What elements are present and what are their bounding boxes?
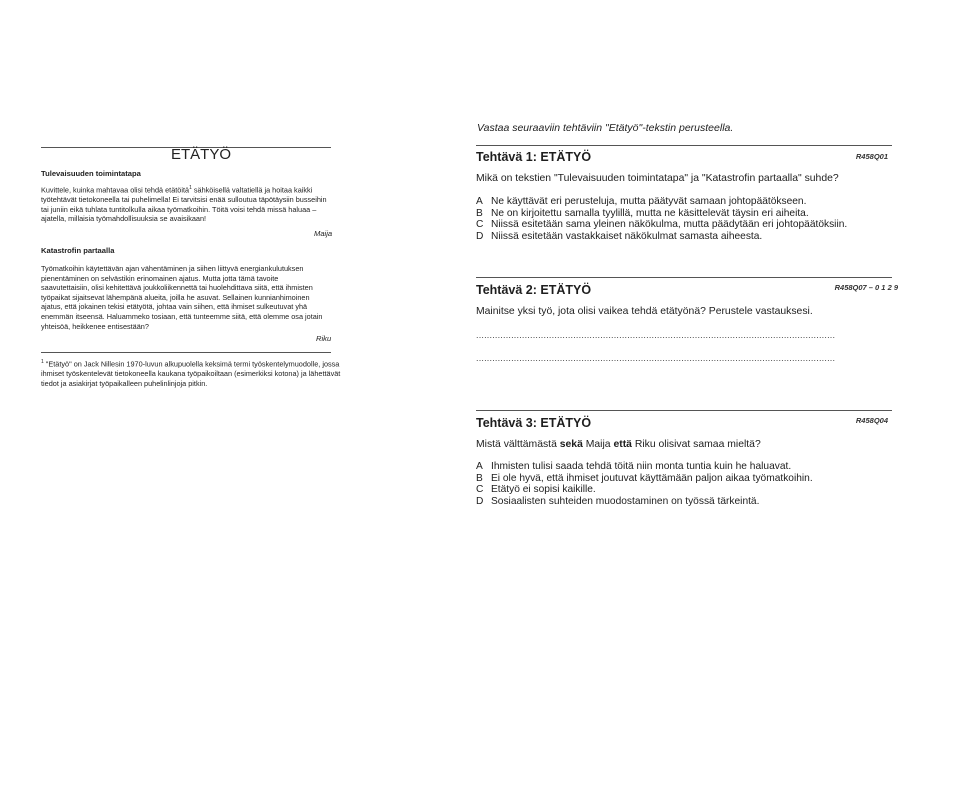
- q1-code: R458Q01: [855, 152, 888, 161]
- q3-option-a[interactable]: A Ihmisten tulisi saada tehdä töitä niin monta tuntia kuin he haluavat.: [476, 461, 792, 472]
- section1-line-4: ajatella, millaisia työmahdollisuuksia se avaisikaan!: [41, 214, 207, 224]
- section2-line-4: työpaikat sijaitsevat lähempänä alueita, joilla he asuvat. Sellainen kunnianhimoinen: [41, 292, 310, 302]
- instruction: Vastaa seuraaviin tehtäviin "Etätyö"-tekstin perusteella.: [477, 122, 734, 134]
- section2-line-6: enemmän itseensä. Haluammeko tosiaan, että tunteemme siitä, että olemme osa jotain: [41, 311, 323, 321]
- footnote-line-3: tiedot ja asiakirjat työpaikalleen puhelinlinjoja pitkin.: [41, 378, 208, 388]
- q2-top-rule: [476, 277, 892, 278]
- section2-line-1: Työmatkoihin käytettävän ajan vähentäminen ja siihen liittyvä energiankulutuksen: [41, 264, 304, 273]
- q3-title: Tehtävä 3: ETÄTYÖ: [476, 416, 592, 430]
- section2-heading: Katastrofin partaalla: [41, 246, 115, 255]
- q3-question: Mistä välttämästä sekä Maija että Riku olisivat samaa mieltä?: [476, 439, 761, 450]
- q3-option-b[interactable]: B Ei ole hyvä, että ihmiset joutuvat käyttämään paljon aikaa työmatkoihin.: [476, 472, 813, 484]
- q2-code: R458Q07 – 0 1 2 9: [834, 283, 898, 292]
- section2-line-7: yhteisöä, heikkenee entisestään?: [41, 321, 149, 331]
- q3-code: R458Q04: [855, 416, 888, 425]
- signature-maija: Maija: [314, 229, 333, 238]
- q1-title: Tehtävä 1: ETÄTYÖ: [476, 150, 592, 164]
- q1-options: [476, 196, 896, 243]
- section1-line-2: työtehtävät tietokoneella tai puhelimella! Ei tarvitsisi enää sulloutua täpötäysiin busseihin: [41, 195, 327, 205]
- q1-top-rule: [476, 145, 892, 146]
- q1-option-d[interactable]: D Niissä esitetään vastakkaiset näkökulmat samasta aiheesta.: [476, 231, 763, 243]
- footnote: [41, 358, 341, 388]
- section1-heading: Tulevaisuuden toimintatapa: [41, 169, 141, 178]
- section1-body: [41, 184, 341, 224]
- right-page: [476, 0, 960, 793]
- footnote-line-1: $^1$ "Etätyö" on Jack Nillesin 1970-luvun alkupuolella keksimä termi työskentelymuodolle, jossa: [41, 359, 340, 369]
- q1-question: Mikä on tekstien "Tulevaisuuden toimintatapa" ja "Katastrofin partaalla" suhde?: [476, 173, 839, 184]
- article-title: ETÄTYÖ: [171, 146, 232, 163]
- q2-answer-line-1[interactable]: .....................................................................................................................................: [476, 330, 836, 340]
- signature-riku: Riku: [316, 334, 332, 343]
- section1-line-1: Kuvittele, kuinka mahtavaa olisi tehdä etätöitä$^1$ sähköisellä valtatiellä ja hoitaa kaikki: [41, 185, 313, 195]
- q1-option-b[interactable]: B Ne on kirjoitettu samalla tyylillä, mutta ne käsittelevät täysin eri aiheita.: [476, 207, 809, 219]
- section2-body: [41, 264, 341, 331]
- q2-question: Mainitse yksi työ, jota olisi vaikea tehdä etätyönä? Perustele vastauksesi.: [476, 306, 813, 317]
- q2-answer-line-2[interactable]: .....................................................................................................................................: [476, 353, 836, 363]
- section2-line-3: saavutettaisiin, olisi kehitettävä joukkoliikennettä tai huolehdittava siitä, että ihmisten: [41, 283, 313, 293]
- q3-option-d[interactable]: D Sosiaalisten suhteiden muodostaminen on työssä tärkeintä.: [476, 496, 760, 508]
- q1-option-a[interactable]: A Ne käyttävät eri perusteluja, mutta päätyvät samaan johtopäätökseen.: [476, 196, 807, 207]
- section1-line-3: tai juniin eikä tuhlata tuntitolkulla aikaa työmatkoihin. Töitä voisi tehdä missä haluaa –: [41, 204, 317, 214]
- q1-option-c[interactable]: C Niissä esitetään sama yleinen näkökulma, mutta päädytään eri johtopäätöksiin.: [476, 219, 848, 231]
- q2-title: Tehtävä 2: ETÄTYÖ: [476, 283, 592, 297]
- q3-options: [476, 461, 896, 508]
- footnote-line-2: ihmiset työskentelevät tietokoneella kaukana työpaikoiltaan (esimerkiksi kotona) ja lähettävät: [41, 369, 341, 379]
- section2-line-2: pienentäminen on selvästikin erinomainen ajatus. Mutta jotta tämä tavoite: [41, 273, 279, 283]
- q3-top-rule: [476, 410, 892, 411]
- q3-option-c[interactable]: C Etätyö ei sopisi kaikille.: [476, 484, 596, 496]
- footnote-rule: [41, 352, 331, 353]
- section2-line-5: ajatus, että jokainen tekisi etätyötä, johtaa vain siihen, että ihmiset sulkeutuvat yhä: [41, 302, 308, 312]
